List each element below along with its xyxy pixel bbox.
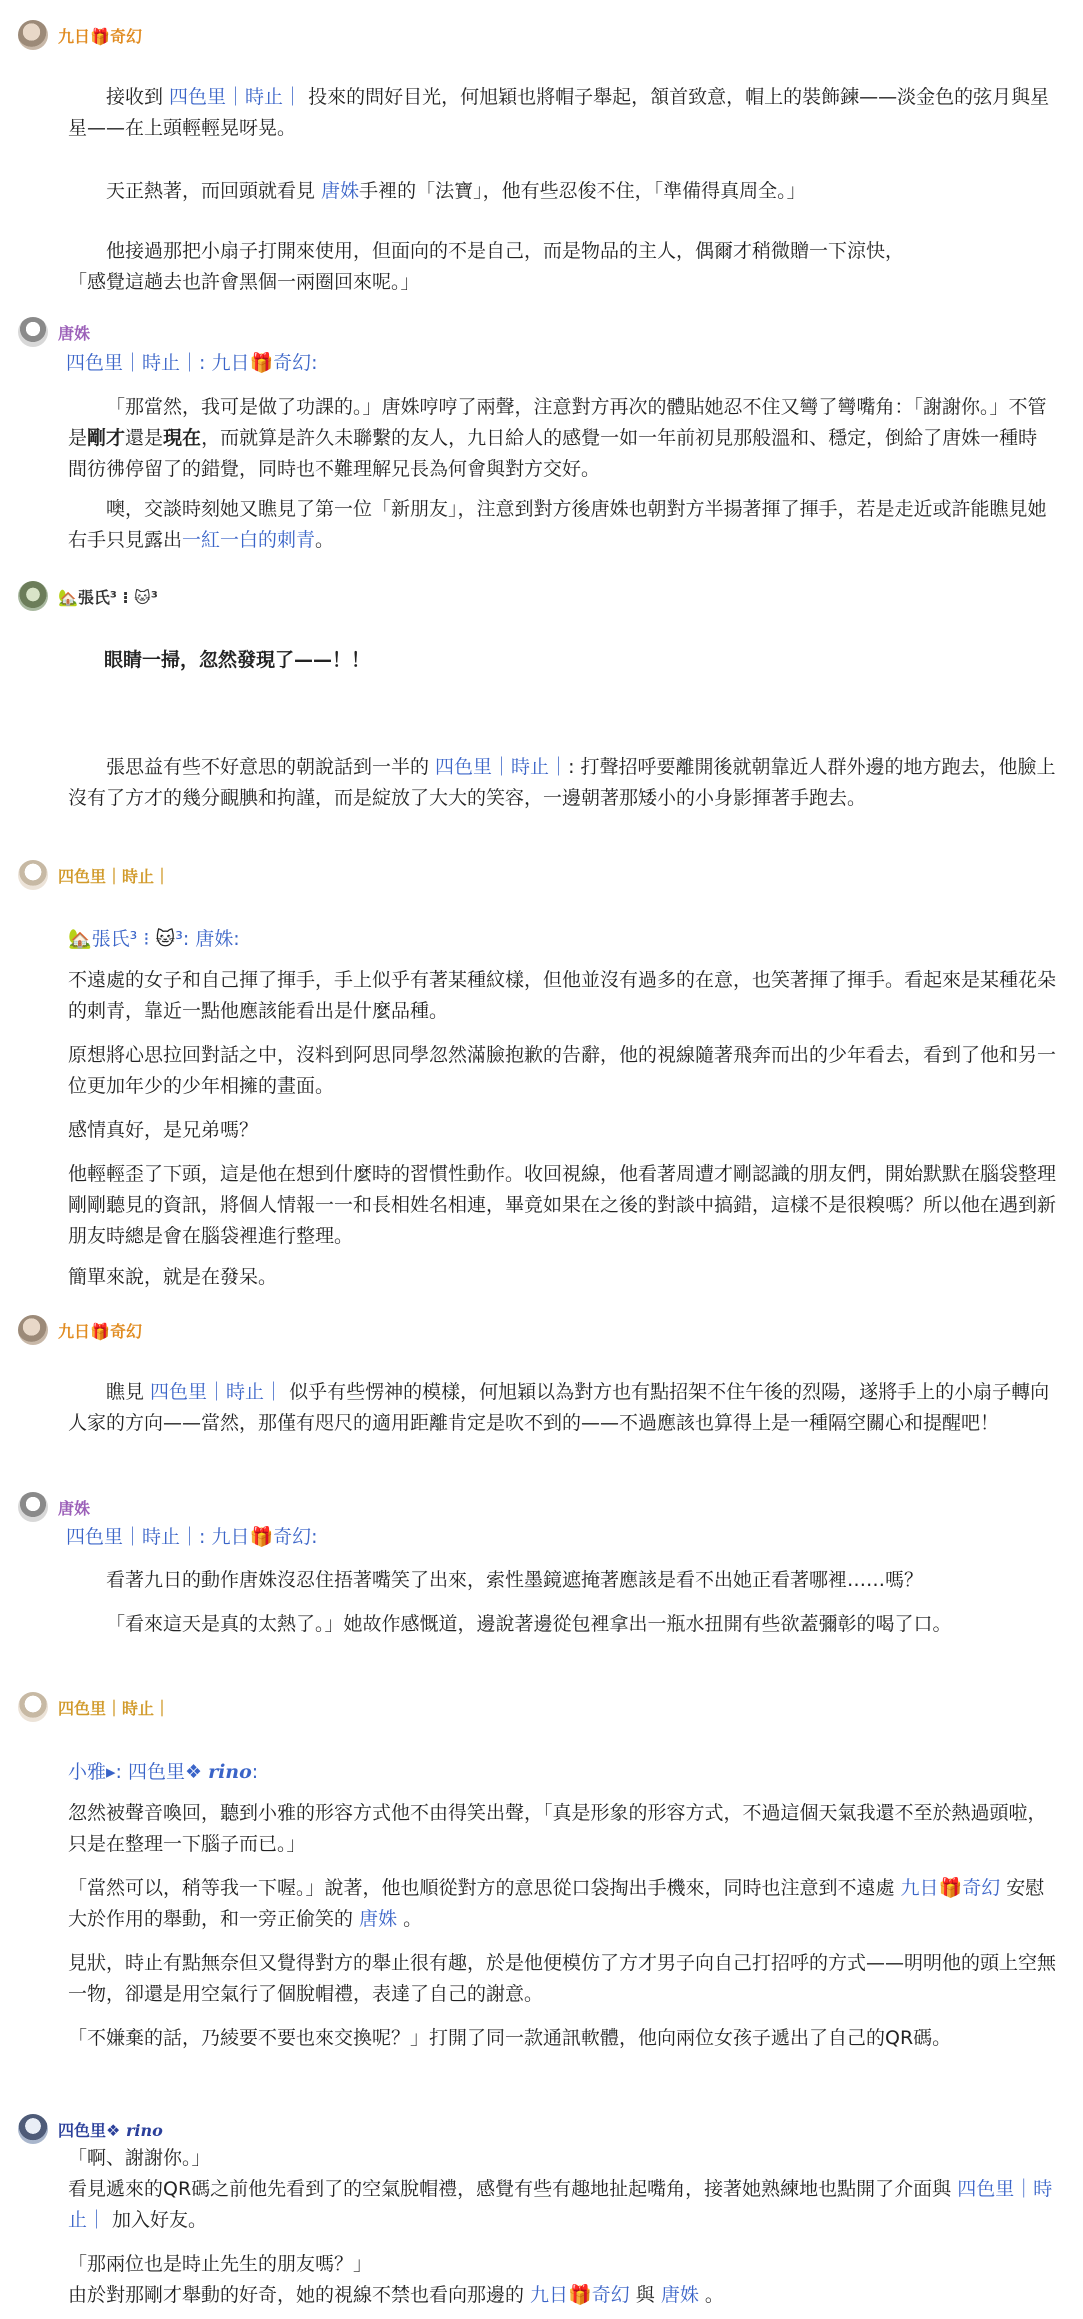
post-paragraph: 看見遞來的QR碼之前他先看到了的空氣脫帽禮，感覺有些有趣地扯起嘴角，接著她熟練地也點開了介面與 四色里｜時止｜ 加入好友。 bbox=[68, 2178, 1053, 2231]
post-paragraph: 「不嫌棄的話，乃綾要不要也來交換呢？」打開了同一款通訊軟體，他向兩位女孩子遞出了自己的QR碼。 bbox=[68, 2027, 952, 2049]
avatar[interactable] bbox=[18, 1315, 48, 1345]
post-author[interactable] bbox=[18, 315, 90, 349]
post-paragraph: 「當然可以，稍等我一下喔。」說著，他也順從對方的意思從口袋掏出手機來，同時也注意到不遠處 九日🎁奇幻 安慰大於作用的舉動，和一旁正偷笑的 唐姝 。 bbox=[68, 1877, 1045, 1930]
gift-icon: 🎁 bbox=[90, 1321, 110, 1341]
post-paragraph: 他接過那把小扇子打開來使用，但面向的不是自己，而是物品的主人，偶爾才稍微贈一下涼快， 「感覺這趟去也許會黑個一兩圈回來呢。」 bbox=[68, 240, 905, 293]
author-name[interactable]: 九日🎁奇幻 bbox=[58, 26, 142, 46]
reply-to: 四色里｜時止｜: 九日🎁奇幻: bbox=[66, 1526, 318, 1548]
author-name[interactable]: 唐姝 bbox=[58, 323, 91, 343]
gift-icon: 🎁 bbox=[938, 1877, 963, 1899]
post-author[interactable] bbox=[18, 1313, 142, 1347]
user-mention[interactable]: 四色里｜時止｜ bbox=[150, 1381, 284, 1403]
post-author[interactable] bbox=[18, 2112, 163, 2146]
post-paragraph: 張思益有些不好意思的朝說話到一半的 四色里｜時止｜: 打聲招呼要離開後就朝靠近人群外邊的地方跑去，他臉上沒有了方才的幾分靦腆和拘謹，而是綻放了大大的笑容，一邊朝著那矮小的小身影揮著手跑去。 bbox=[68, 756, 1056, 809]
post-paragraph: 他輕輕歪了下頭，這是他在想到什麼時的習慣性動作。收回視線，他看著周遭才剛認識的朋友們，開始默默在腦袋整理剛剛聽見的資訊，將個人情報一一和長相姓名相連，畢竟如果在之後的對談中搞錯，這樣不是很糗嗎？所以他在遇到新朋友時總是會在腦袋裡進行整理。 bbox=[68, 1163, 1057, 1247]
author-name[interactable]: 四色里｜時止｜ bbox=[58, 1698, 171, 1718]
user-mention[interactable]: 唐姝 bbox=[321, 180, 360, 202]
post-paragraph: 由於對那剛才舉動的好奇，她的視線不禁也看向那邊的 九日🎁奇幻 與 唐姝 。 bbox=[68, 2284, 724, 2306]
avatar[interactable] bbox=[18, 860, 48, 890]
avatar[interactable] bbox=[18, 2114, 48, 2144]
post-paragraph: 「那兩位也是時止先生的朋友嗎？」 bbox=[68, 2253, 373, 2275]
avatar[interactable] bbox=[18, 1492, 48, 1522]
author-name[interactable]: 唐姝 bbox=[58, 1498, 91, 1518]
user-mention[interactable]: 四色里｜時止｜ bbox=[169, 86, 303, 108]
user-mention[interactable]: 唐姝 bbox=[660, 2284, 699, 2306]
author-name[interactable]: 🏡張氏³ ⁝ 🐱³ bbox=[58, 587, 158, 607]
house-icon: 🏡 bbox=[68, 928, 92, 950]
post-paragraph: 天正熱著，而回頭就看見 唐姝手裡的「法寶」，他有些忍俊不住，「準備得真周全。」 bbox=[106, 180, 806, 202]
post-paragraph: 忽然被聲音喚回，聽到小雅的形容方式他不由得笑出聲，「真是形象的形容方式，不過這個天氣我還不至於熱過頭啦，只是在整理一下腦子而已。」 bbox=[68, 1802, 1047, 1855]
reply-to: 四色里｜時止｜: 九日🎁奇幻: bbox=[66, 352, 318, 374]
post-paragraph: 「啊、謝謝你。」 bbox=[68, 2147, 211, 2169]
post-paragraph: 「那當然，我可是做了功課的。」唐姝哼哼了兩聲，注意對方再次的體貼她忍不住又彎了彎嘴角：「謝謝你。」不管是剛才還是現在，而就算是許久未聯繫的友人，九日給人的感覺一如一年前初見那般溫和、穩定，倒給了唐姝一種時間彷彿停留了的錯覺，同時也不難理解兄長為何會與對方交好。 bbox=[68, 396, 1047, 480]
post-paragraph: 見狀，時止有點無奈但又覺得對方的舉止很有趣，於是他便模仿了方才男子向自己打招呼的方式——明明他的頭上空無一物，卻還是用空氣行了個脫帽禮，表達了自己的謝意。 bbox=[68, 1952, 1057, 2005]
author-name[interactable]: 九日🎁奇幻 bbox=[58, 1321, 142, 1341]
post-author[interactable] bbox=[18, 1490, 90, 1524]
post-author[interactable] bbox=[18, 579, 158, 613]
avatar[interactable] bbox=[18, 581, 48, 611]
user-mention[interactable]: 四色里｜時止｜ bbox=[66, 352, 200, 374]
gift-icon: 🎁 bbox=[249, 352, 274, 374]
house-icon: 🏡 bbox=[58, 587, 78, 607]
reply-to: 🏡張氏³ ⁝ 🐱³: 唐姝: bbox=[68, 928, 240, 950]
post-paragraph: 「看來這天是真的太熱了。」她故作感慨道，邊說著邊從包裡拿出一瓶水扭開有些欲蓋彌彰的喝了口。 bbox=[106, 1613, 952, 1635]
reply-to: 小雅▸: 四色里❖ rino: bbox=[68, 1761, 259, 1783]
user-mention[interactable]: 四色里｜時止｜ bbox=[66, 1526, 200, 1548]
post-paragraph: 噢，交談時刻她又瞧見了第一位「新朋友」，注意到對方後唐姝也朝對方半揚著揮了揮手，若是走近或許能瞧見她右手只見露出一紅一白的刺青。 bbox=[68, 498, 1047, 551]
post-author[interactable] bbox=[18, 1690, 170, 1724]
author-name[interactable]: 四色里❖ rino bbox=[58, 2120, 163, 2140]
user-mention[interactable]: 唐姝 bbox=[359, 1908, 398, 1930]
gift-icon: 🎁 bbox=[249, 1526, 274, 1548]
user-mention[interactable]: 九日🎁奇幻 bbox=[900, 1877, 1001, 1899]
gift-icon: 🎁 bbox=[568, 2284, 592, 2306]
post-bold-line: 眼睛一掃，忽然發現了——！！ bbox=[104, 649, 371, 671]
avatar[interactable] bbox=[18, 1692, 48, 1722]
post-paragraph: 感情真好，是兄弟嗎？ bbox=[68, 1119, 259, 1141]
author-name[interactable]: 四色里｜時止｜ bbox=[58, 866, 171, 886]
post-author[interactable] bbox=[18, 858, 170, 892]
post-paragraph: 簡單來說，就是在發呆。 bbox=[68, 1266, 278, 1288]
user-mention[interactable]: 四色里｜時止｜ bbox=[435, 756, 569, 778]
post-paragraph: 看著九日的動作唐姝沒忍住捂著嘴笑了出來，索性墨鏡遮掩著應該是看不出她正看著哪裡……嗎？ bbox=[106, 1569, 924, 1591]
avatar[interactable] bbox=[18, 317, 48, 347]
avatar[interactable] bbox=[18, 20, 48, 50]
post-paragraph: 原想將心思拉回對話之中，沒料到阿思同學忽然滿臉抱歉的告辭，他的視線隨著飛奔而出的少年看去，看到了他和另一位更加年少的少年相擁的畫面。 bbox=[68, 1044, 1057, 1097]
cat-icon: 🐱 bbox=[134, 587, 151, 607]
cat-icon: 🐱 bbox=[155, 928, 176, 950]
post-paragraph: 不遠處的女子和自己揮了揮手，手上似乎有著某種紋樣，但他並沒有過多的在意，也笑著揮了揮手。看起來是某種花朵的刺青，靠近一點他應該能看出是什麼品種。 bbox=[68, 969, 1057, 1022]
user-mention[interactable]: 四色里｜時止｜ bbox=[68, 2178, 1053, 2231]
user-mention[interactable]: 九日🎁奇幻 bbox=[530, 2284, 630, 2306]
gift-icon: 🎁 bbox=[90, 26, 110, 46]
post-paragraph: 接收到 四色里｜時止｜ 投來的問好目光，何旭穎也將帽子舉起，頷首致意，帽上的裝飾鍊——淡金色的弦月與星星——在上頭輕輕晃呀晃。 bbox=[68, 86, 1050, 139]
post-paragraph: 瞧見 四色里｜時止｜ 似乎有些愣神的模樣，何旭穎以為對方也有點招架不住午後的烈陽，遂將手上的小扇子轉向人家的方向——當然，那僅有咫尺的適用距離肯定是吹不到的——不過應該也算得上是一種隔空關心和提醒吧！ bbox=[68, 1381, 1050, 1434]
post-author[interactable] bbox=[18, 18, 142, 52]
